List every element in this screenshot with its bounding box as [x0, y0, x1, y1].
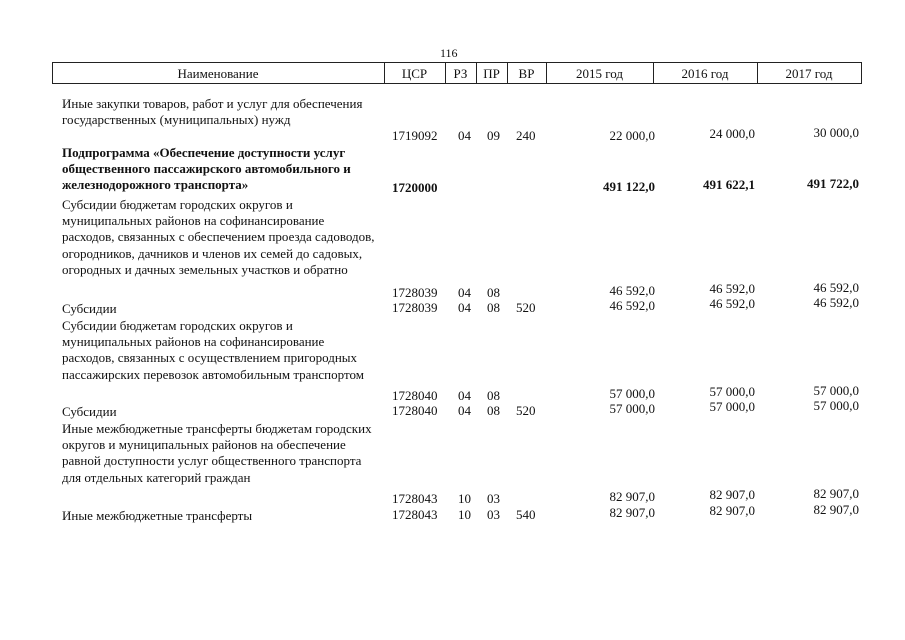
- header-2015: 2015 год: [576, 66, 623, 81]
- row-2017: 46 592,0: [813, 295, 859, 310]
- row-2016: 82 907,0: [709, 487, 755, 502]
- row-2016: 82 907,0: [709, 503, 755, 518]
- row-name: Подпрограмма «Обеспечение доступности услуг общественного пассажирского автомобильного и железнодорожного транспорта»: [62, 145, 351, 193]
- row-2015: 82 907,0: [609, 505, 655, 520]
- row-name: Субсидии: [62, 301, 117, 316]
- row-rz: 04: [458, 388, 471, 403]
- row-rz: 04: [458, 300, 471, 315]
- row-pr: 03: [487, 491, 500, 506]
- row-2015: 57 000,0: [609, 401, 655, 416]
- row-2016: 24 000,0: [709, 126, 755, 141]
- header-csr: ЦСР: [401, 66, 428, 81]
- row-2015: 46 592,0: [609, 298, 655, 313]
- row-rz: 04: [458, 403, 471, 418]
- row-rz: 10: [458, 491, 471, 506]
- row-vr: 520: [516, 300, 536, 315]
- row-2015: 22 000,0: [609, 128, 655, 143]
- row-name: Субсидии бюджетам городских округов и муниципальных районов на софинансирование расходов, связанных с осуществлением пригородных пассажирских перевозок автомобильным транспортом: [62, 318, 364, 382]
- row-csr: 1728043: [392, 507, 438, 522]
- row-csr: 1720000: [392, 180, 438, 195]
- row-csr: 1728040: [392, 388, 438, 403]
- row-2016: 46 592,0: [709, 296, 755, 311]
- header-separator: [861, 62, 862, 84]
- header-vr: ВР: [518, 66, 535, 81]
- header-bottom-rule: [52, 83, 862, 84]
- header-2017: 2017 год: [785, 66, 833, 81]
- row-2016: 57 000,0: [709, 399, 755, 414]
- header-top-rule: [52, 62, 862, 63]
- row-2015: 491 122,0: [603, 179, 655, 194]
- row-2015: 46 592,0: [609, 283, 655, 298]
- row-2016: 57 000,0: [709, 384, 755, 399]
- row-2017: 46 592,0: [813, 280, 859, 295]
- row-name: Иные межбюджетные трансферты бюджетам городских округов и муниципальных районов на обеспечение равной доступности услуг общественного транспорта для отдельных категорий граждан: [62, 421, 372, 485]
- row-name: Субсидии бюджетам городских округов и муниципальных районов на софинансирование расходов, связанных с обеспечением проезда садоводов, огородников, дачников и членов их семей до садовых, огородных и дачных земельных участков и обратно: [62, 197, 375, 277]
- row-2015: 82 907,0: [609, 489, 655, 504]
- row-pr: 08: [487, 285, 500, 300]
- row-pr: 09: [487, 128, 500, 143]
- row-csr: 1728040: [392, 403, 438, 418]
- row-name: Иные закупки товаров, работ и услуг для обеспечения государственных (муниципальных) нужд: [62, 96, 363, 128]
- row-rz: 10: [458, 507, 471, 522]
- row-2015: 57 000,0: [609, 386, 655, 401]
- header-2016: 2016 год: [681, 66, 729, 81]
- row-pr: 08: [487, 300, 500, 315]
- page-number: 116: [440, 46, 458, 60]
- row-name: Субсидии: [62, 404, 117, 419]
- row-2017: 491 722,0: [807, 176, 859, 191]
- row-pr: 08: [487, 403, 500, 418]
- row-2017: 57 000,0: [813, 383, 859, 398]
- header-pr: ПР: [483, 66, 500, 81]
- header-rz: РЗ: [453, 66, 468, 81]
- row-2017: 30 000,0: [813, 125, 859, 140]
- row-vr: 540: [516, 507, 536, 522]
- row-pr: 08: [487, 388, 500, 403]
- header-name: Наименование: [177, 66, 259, 81]
- row-2017: 82 907,0: [813, 502, 859, 517]
- row-vr: 240: [516, 128, 536, 143]
- row-2017: 57 000,0: [813, 398, 859, 413]
- row-2016: 46 592,0: [709, 281, 755, 296]
- row-csr: 1728043: [392, 491, 438, 506]
- row-csr: 1719092: [392, 128, 438, 143]
- row-rz: 04: [458, 285, 471, 300]
- row-2016: 491 622,1: [703, 177, 755, 192]
- row-csr: 1728039: [392, 300, 438, 315]
- row-pr: 03: [487, 507, 500, 522]
- row-rz: 04: [458, 128, 471, 143]
- row-csr: 1728039: [392, 285, 438, 300]
- row-2017: 82 907,0: [813, 486, 859, 501]
- row-name: Иные межбюджетные трансферты: [62, 508, 253, 523]
- row-vr: 520: [516, 403, 536, 418]
